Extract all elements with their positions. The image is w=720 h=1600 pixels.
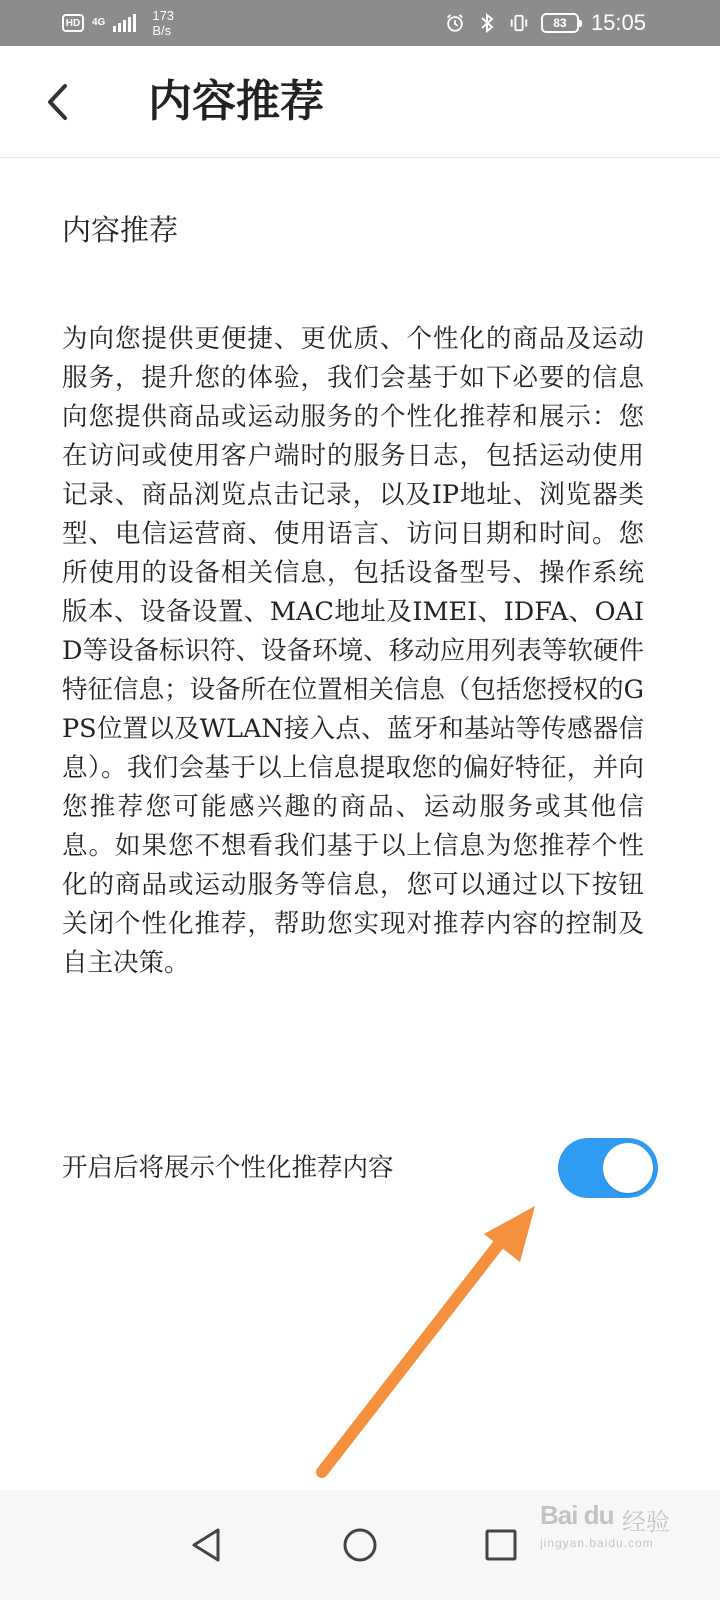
- hd-badge: HD: [62, 14, 84, 32]
- battery-level: 83: [553, 16, 567, 30]
- nav-back-button[interactable]: [171, 1510, 241, 1580]
- toggle-knob: [603, 1143, 653, 1193]
- privacy-description: 为向您提供更便捷、更优质、个性化的商品及运动服务，提升您的体验，我们会基于如下必要的信息向您提供商品或运动服务的个性化推荐和展示：您在访问或使用客户端时的服务日志，包括运动使用记录、商品浏览点击记录，以及IP地址、浏览器类型、电信运营商、使用语言、访问日期和时间。您所使用的设备相关信息，包括设备型号、操作系统版本、设备设置、MAC地址及IMEI、IDFA、OAID等设备标识符、设备环境、移动应用列表等软硬件特征信息；设备所在位置相关信息（包括您授权的GPS位置以及WLAN接入点、蓝牙和基站等传感器信息）。我们会基于以上信息提取您的偏好特征，并向您推荐您可能感兴趣的商品、运动服务或其他信息。如果您不想看我们基于以上信息为您推荐个性化的商品或运动服务等信息，您可以通过以下按钮关闭个性化推荐，帮助您实现对推荐内容的控制及自主决策。: [62, 324, 644, 978]
- section-title: 内容推荐: [62, 213, 179, 247]
- watermark-logo: Bai du: [540, 1500, 614, 1530]
- status-bar: [0, 0, 720, 46]
- battery-icon: [541, 13, 579, 33]
- status-right-group: [445, 0, 646, 46]
- toggle-label: 开启后将展示个性化推荐内容: [62, 1153, 394, 1183]
- bluetooth-icon: [477, 13, 497, 33]
- personalized-recommendation-row: [62, 1138, 662, 1200]
- square-recents-icon: [481, 1525, 521, 1565]
- chevron-left-icon: [45, 82, 71, 122]
- arrow-head: [484, 1206, 535, 1262]
- nav-recents-button[interactable]: [466, 1510, 536, 1580]
- status-time: 15:05: [590, 10, 646, 35]
- network-type: 4G: [92, 17, 106, 28]
- net-speed-value: 173: [152, 8, 175, 23]
- watermark-brand: 经验: [622, 1508, 670, 1536]
- personalized-recommendation-toggle[interactable]: [558, 1138, 658, 1198]
- signal-icon: [113, 14, 136, 32]
- arrow-shaft: [322, 1240, 502, 1472]
- net-speed-unit: B/s: [152, 23, 172, 38]
- baidu-jingyan-watermark: [540, 1492, 700, 1562]
- watermark-url: jingyan.baidu.com: [540, 1536, 654, 1550]
- vibrate-icon: [509, 13, 529, 33]
- back-button[interactable]: [30, 72, 86, 132]
- alarm-icon: [445, 13, 465, 33]
- triangle-back-icon: [188, 1525, 224, 1565]
- page-title: 内容推荐: [148, 76, 324, 127]
- net-speed: [152, 8, 174, 38]
- app-bar: [0, 46, 720, 158]
- circle-home-icon: [340, 1525, 380, 1565]
- nav-home-button[interactable]: [325, 1510, 395, 1580]
- status-left-group: [62, 0, 174, 46]
- content-area: [62, 210, 662, 983]
